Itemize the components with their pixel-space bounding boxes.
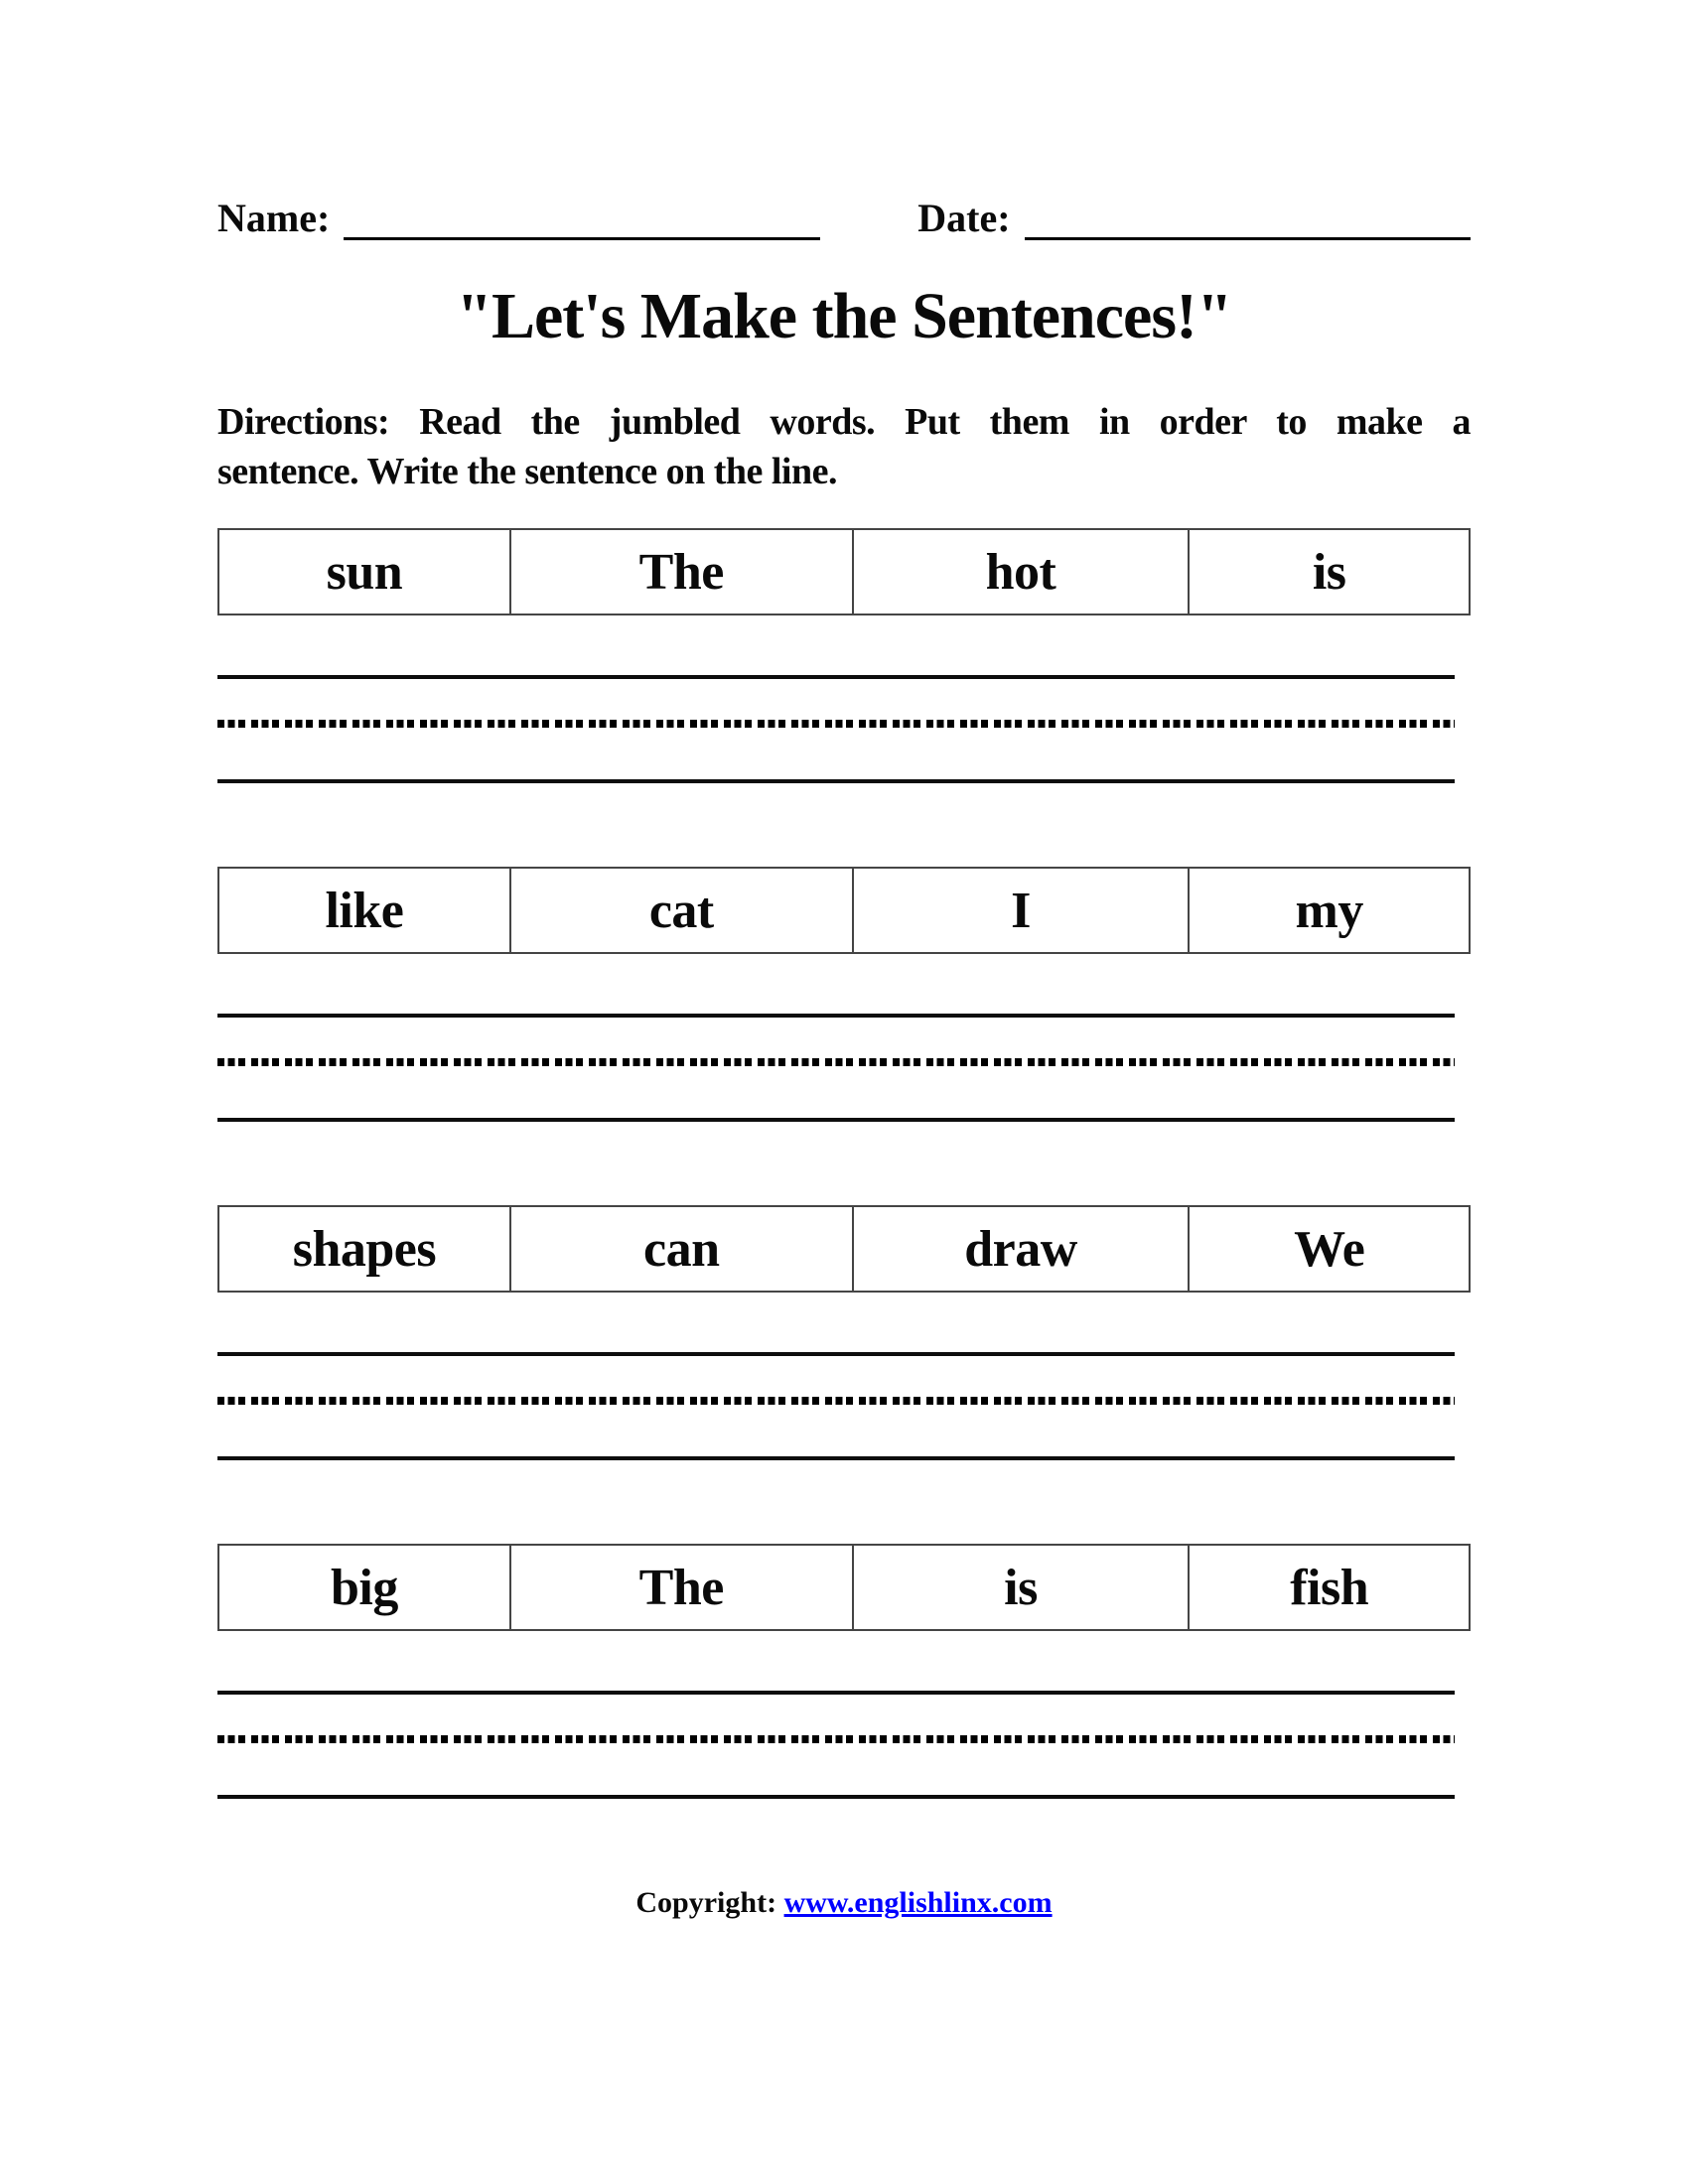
word-cell: cat (510, 868, 853, 953)
word-cell: my (1189, 868, 1470, 953)
table-row (218, 1206, 1470, 1292)
word-cell: like (218, 868, 510, 953)
writing-line-dotted (217, 1058, 1455, 1066)
word-table-2 (217, 867, 1471, 954)
date-label: Date: (917, 196, 1011, 240)
table-row (218, 1545, 1470, 1630)
table-row (218, 868, 1470, 953)
page-title: "Let's Make the Sentences!" (456, 280, 1232, 352)
writing-lines-2 (217, 1014, 1455, 1122)
word-table-1 (217, 528, 1471, 615)
writing-line-solid (217, 1691, 1455, 1695)
writing-line-solid (217, 1795, 1455, 1799)
word-cell: The (510, 529, 853, 614)
word-cell: I (853, 868, 1190, 953)
footer (217, 1884, 1471, 1922)
word-cell: big (218, 1545, 510, 1630)
writing-lines-3 (217, 1352, 1455, 1460)
word-cell: hot (853, 529, 1190, 614)
worksheet-page (217, 0, 1471, 1922)
name-blank-line (344, 198, 820, 240)
writing-lines-1 (217, 675, 1455, 783)
directions-line-1: Directions: Read the jumbled words. Put them in order to make a (217, 401, 1471, 443)
copyright-label: Copyright: (635, 1886, 777, 1919)
word-cell: We (1189, 1206, 1470, 1292)
word-table-4 (217, 1544, 1471, 1631)
writing-line-dotted (217, 1397, 1455, 1405)
header-row (217, 197, 1471, 240)
writing-line-solid (217, 1456, 1455, 1460)
writing-line-solid (217, 779, 1455, 783)
word-table-3 (217, 1205, 1471, 1293)
word-cell: is (853, 1545, 1190, 1630)
writing-lines-4 (217, 1691, 1455, 1799)
writing-line-solid (217, 1014, 1455, 1018)
word-cell: fish (1189, 1545, 1470, 1630)
writing-line-solid (217, 675, 1455, 679)
word-cell: shapes (218, 1206, 510, 1292)
writing-line-solid (217, 1352, 1455, 1356)
writing-line-dotted (217, 1735, 1455, 1743)
englishlinx-link[interactable]: www.englishlinx.com (783, 1886, 1053, 1919)
word-cell: is (1189, 529, 1470, 614)
directions-text (217, 397, 1471, 496)
writing-line-dotted (217, 720, 1455, 728)
word-cell: sun (218, 529, 510, 614)
word-cell: draw (853, 1206, 1190, 1292)
table-row (218, 529, 1470, 614)
directions-line-2: sentence. Write the sentence on the line. (217, 451, 837, 492)
word-cell: can (510, 1206, 853, 1292)
word-cell: The (510, 1545, 853, 1630)
name-label: Name: (217, 196, 331, 240)
writing-line-solid (217, 1118, 1455, 1122)
date-blank-line (1025, 198, 1471, 240)
